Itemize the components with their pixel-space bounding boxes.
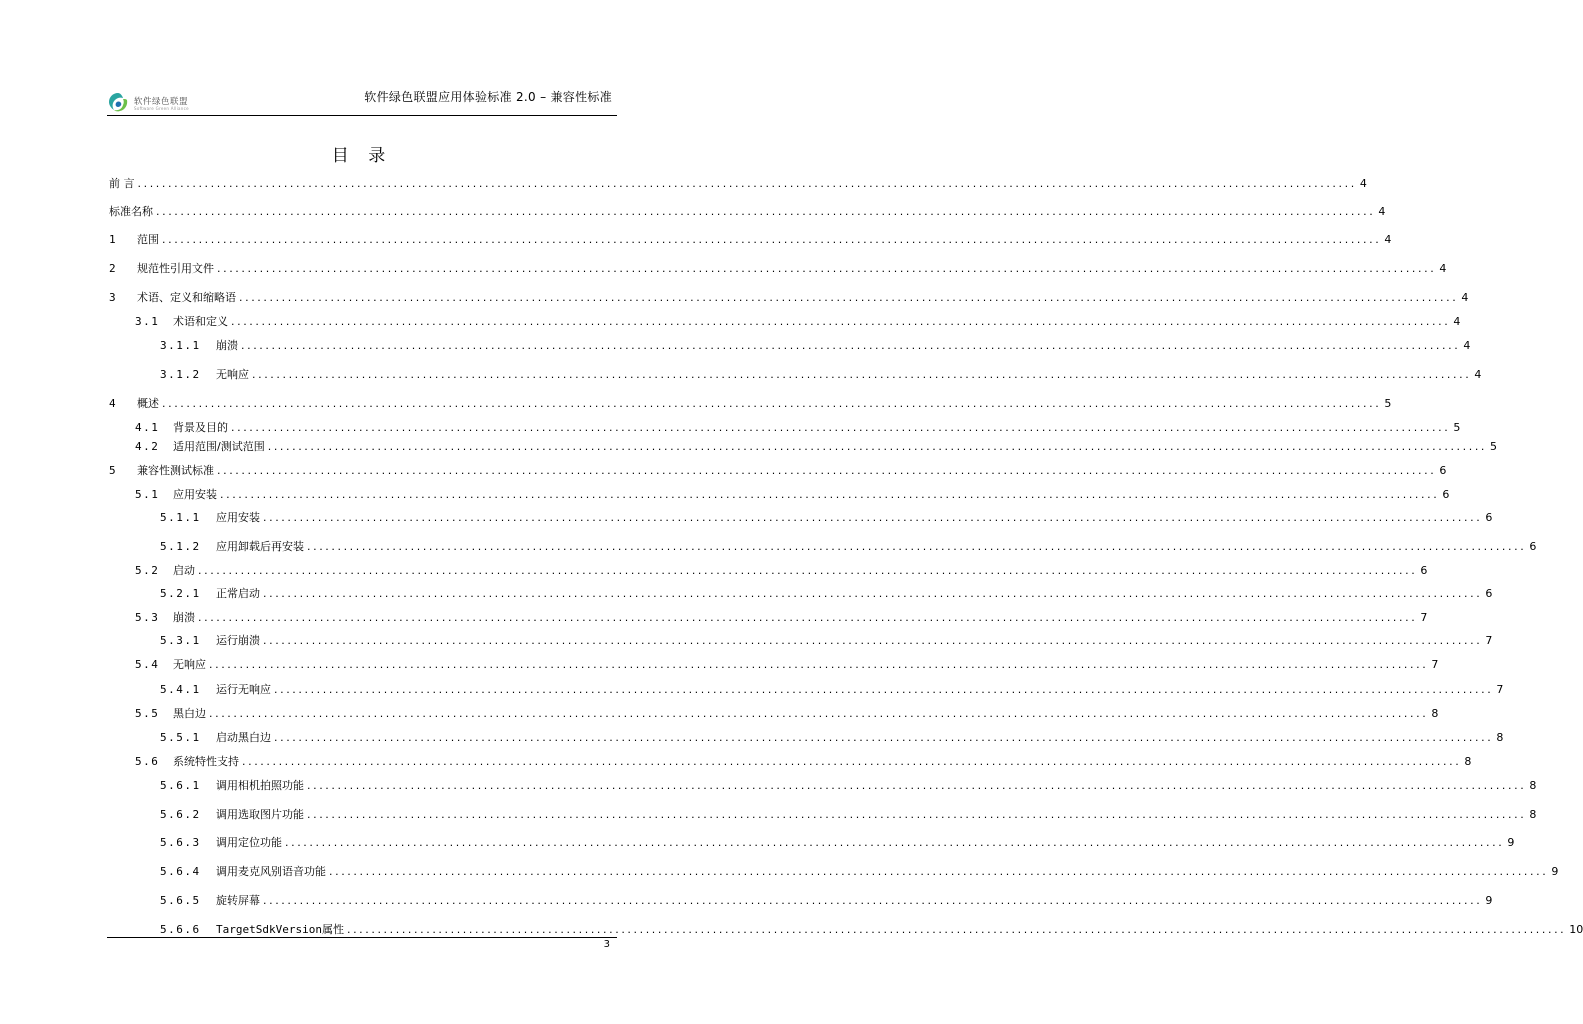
toc-entry-title: 应用卸载后再安装: [216, 540, 304, 553]
toc-entry[interactable]: [109, 205, 1386, 219]
toc-entry[interactable]: [109, 634, 1493, 648]
toc-entry-page: 8: [1496, 731, 1504, 744]
toc-entry[interactable]: [109, 779, 1537, 793]
toc-entry-title: TargetSdkVersion属性: [216, 923, 344, 936]
toc-dot-leader: ........................................................................................................................................................................................................: [263, 511, 1483, 524]
toc-entry-page: 4: [1378, 205, 1386, 218]
toc-entry-page: 8: [1529, 808, 1537, 821]
toc-heading: 目 录: [331, 146, 393, 166]
toc-entry[interactable]: [109, 865, 1559, 879]
toc-entry-number: 4.1: [135, 421, 160, 434]
toc-dot-leader: ........................................................................................................................................................................................................: [263, 894, 1483, 907]
toc-entry-number: 5.4: [135, 658, 160, 671]
toc-dot-leader: ........................................................................................................................................................................................................: [198, 564, 1418, 577]
toc-dot-leader: ........................................................................................................................................................................................................: [239, 291, 1459, 304]
toc-entry[interactable]: [109, 658, 1439, 672]
toc-dot-leader: ........................................................................................................................................................................................................: [162, 233, 1382, 246]
toc-entry-page: 7: [1431, 658, 1439, 671]
toc-entry-page: 7: [1485, 634, 1493, 647]
toc-entry-page: 5: [1490, 440, 1498, 453]
toc-dot-leader: ........................................................................................................................................................................................................: [267, 440, 1488, 453]
toc-entry[interactable]: [109, 731, 1504, 745]
toc-entry-title: 适用范围/测试范围: [173, 440, 265, 453]
toc-entry-number: 5.1: [135, 488, 160, 501]
toc-entry-page: 6: [1439, 464, 1447, 477]
toc-entry-page: 6: [1442, 488, 1450, 501]
toc-entry-number: 5.2: [135, 564, 160, 577]
toc-entry-title: 前 言: [109, 177, 135, 190]
toc-dot-leader: ........................................................................................................................................................................................................: [285, 836, 1505, 849]
toc-dot-leader: ........................................................................................................................................................................................................: [252, 368, 1472, 381]
toc-dot-leader: ........................................................................................................................................................................................................: [274, 731, 1494, 744]
toc-entry-number: 5.6.5: [160, 894, 201, 907]
toc-entry-page: 8: [1529, 779, 1537, 792]
toc-entry-number: 5.6.4: [160, 865, 201, 878]
toc-entry-title: 调用相机拍照功能: [216, 779, 304, 792]
page-number: 3: [603, 939, 610, 950]
toc-dot-leader: ........................................................................................................................................................................................................: [307, 808, 1527, 821]
toc-entry-number: 5.1.2: [160, 540, 201, 553]
toc-entry[interactable]: [109, 511, 1493, 525]
toc-dot-leader: ........................................................................................................................................................................................................: [231, 315, 1451, 328]
toc-entry[interactable]: [109, 315, 1461, 329]
toc-entry[interactable]: [109, 611, 1428, 625]
toc-entry-number: 5.5: [135, 707, 160, 720]
toc-dot-leader: ........................................................................................................................................................................................................: [307, 779, 1527, 792]
toc-entry-page: 7: [1420, 611, 1428, 624]
toc-entry-number: 2: [109, 262, 118, 275]
toc-entry-title: 背景及目的: [173, 421, 228, 434]
toc-entry[interactable]: [109, 397, 1392, 411]
toc-entry-title: 无响应: [216, 368, 249, 381]
toc-entry-title: 调用麦克风别语音功能: [216, 865, 326, 878]
toc-entry-page: 10: [1569, 923, 1583, 936]
toc-entry-page: 6: [1485, 511, 1493, 524]
toc-entry-number: 5.6.6: [160, 923, 201, 936]
toc-entry-title: 系统特性支持: [173, 755, 239, 768]
toc-entry[interactable]: [109, 339, 1471, 353]
toc-entry[interactable]: [109, 262, 1447, 276]
toc-entry-page: 4: [1439, 262, 1447, 275]
toc-entry-page: 9: [1507, 836, 1515, 849]
toc-entry-title: 概述: [137, 397, 159, 410]
toc-dot-leader: ........................................................................................................................................................................................................: [263, 634, 1483, 647]
toc-dot-leader: ........................................................................................................................................................................................................: [307, 540, 1527, 553]
toc-entry-number: 5.3.1: [160, 634, 201, 647]
toc-dot-leader: ........................................................................................................................................................................................................: [156, 205, 1376, 218]
toc-entry-page: 8: [1464, 755, 1472, 768]
toc-entry[interactable]: [109, 368, 1482, 382]
toc-entry-title: 规范性引用文件: [137, 262, 214, 275]
toc-entry-title: 启动: [173, 564, 195, 577]
toc-entry-number: 3.1: [135, 315, 160, 328]
toc-entry-number: 4.2: [135, 440, 160, 453]
toc-entry[interactable]: [109, 707, 1439, 721]
toc-entry-number: 5.6.3: [160, 836, 201, 849]
toc-dot-leader: ........................................................................................................................................................................................................: [242, 755, 1462, 768]
footer-divider: [107, 937, 617, 938]
toc-entry-title: 无响应: [173, 658, 206, 671]
toc-entry-page: 4: [1474, 368, 1482, 381]
toc-entry[interactable]: [109, 464, 1447, 478]
toc-entry-number: 3.1.2: [160, 368, 201, 381]
toc-dot-leader: ........................................................................................................................................................................................................: [241, 339, 1461, 352]
toc-entry-page: 9: [1551, 865, 1559, 878]
toc-entry-title: 应用安装: [173, 488, 217, 501]
toc-entry-title: 黑白边: [173, 707, 206, 720]
toc-entry-page: 6: [1420, 564, 1428, 577]
toc-dot-leader: ........................................................................................................................................................................................................: [220, 488, 1440, 501]
toc-entry-number: 3.1.1: [160, 339, 201, 352]
toc-entry[interactable]: [109, 587, 1493, 601]
toc-entry[interactable]: [109, 894, 1493, 908]
toc-entry[interactable]: [109, 808, 1537, 822]
toc-entry-number: 1: [109, 233, 118, 246]
toc-dot-leader: ........................................................................................................................................................................................................: [346, 923, 1567, 936]
alliance-logo-icon: [107, 91, 129, 113]
toc-entry-number: 4: [109, 397, 118, 410]
toc-entry-title: 术语、定义和缩略语: [137, 291, 236, 304]
toc-dot-leader: ........................................................................................................................................................................................................: [329, 865, 1549, 878]
toc-entry[interactable]: [109, 233, 1392, 247]
toc-entry-page: 4: [1463, 339, 1471, 352]
toc-entry-page: 4: [1384, 233, 1392, 246]
toc-entry[interactable]: [109, 291, 1469, 305]
toc-entry-title: 兼容性测试标准: [137, 464, 214, 477]
toc-entry[interactable]: [109, 440, 1498, 454]
toc-entry-page: 5: [1384, 397, 1392, 410]
toc-entry-number: 5.6.2: [160, 808, 201, 821]
toc-entry-number: 5.6.1: [160, 779, 201, 792]
toc-entry-title: 旋转屏幕: [216, 894, 260, 907]
toc-entry-number: 5.2.1: [160, 587, 201, 600]
toc-entry-title: 标准名称: [109, 205, 153, 218]
toc-entry[interactable]: [109, 177, 1367, 191]
document-header-title: 软件绿色联盟应用体验标准 2.0 – 兼容性标准: [364, 90, 612, 104]
toc-entry-title: 调用选取图片功能: [216, 808, 304, 821]
toc-entry-page: 4: [1359, 177, 1367, 190]
toc-entry[interactable]: [109, 683, 1504, 697]
toc-entry-title: 启动黑白边: [216, 731, 271, 744]
toc-entry[interactable]: [109, 755, 1472, 769]
toc-dot-leader: ........................................................................................................................................................................................................: [162, 397, 1382, 410]
toc-entry-number: 5.6: [135, 755, 160, 768]
toc-dot-leader: ........................................................................................................................................................................................................: [209, 658, 1429, 671]
logo-text: 软件绿色联盟: [134, 97, 189, 107]
toc-entry[interactable]: [109, 564, 1428, 578]
toc-entry-title: 范围: [137, 233, 159, 246]
toc-dot-leader: ........................................................................................................................................................................................................: [137, 177, 1357, 190]
toc-dot-leader: ........................................................................................................................................................................................................: [217, 262, 1437, 275]
toc-entry-title: 正常启动: [216, 587, 260, 600]
toc-entry[interactable]: [109, 488, 1450, 502]
header-divider: [107, 115, 617, 116]
toc-entry-number: 5.1.1: [160, 511, 201, 524]
toc-entry-page: 8: [1431, 707, 1439, 720]
toc-dot-leader: ........................................................................................................................................................................................................: [198, 611, 1418, 624]
toc-dot-leader: ........................................................................................................................................................................................................: [209, 707, 1429, 720]
toc-dot-leader: ........................................................................................................................................................................................................: [231, 421, 1451, 434]
toc-entry-page: 6: [1485, 587, 1493, 600]
toc-entry-number: 5.5.1: [160, 731, 201, 744]
toc-entry-page: 7: [1496, 683, 1504, 696]
toc-entry[interactable]: [109, 421, 1461, 435]
toc-entry-title: 崩溃: [173, 611, 195, 624]
toc-dot-leader: ........................................................................................................................................................................................................: [263, 587, 1483, 600]
toc-entry-title: 应用安装: [216, 511, 260, 524]
toc-entry-title: 运行崩溃: [216, 634, 260, 647]
toc-entry-page: 4: [1453, 315, 1461, 328]
toc-entry-page: 4: [1461, 291, 1469, 304]
toc-entry-number: 5.3: [135, 611, 160, 624]
toc-entry-number: 5.4.1: [160, 683, 201, 696]
toc-entry-page: 6: [1529, 540, 1537, 553]
toc-entry-number: 3: [109, 291, 118, 304]
logo-subtext: Software Green Alliance: [134, 106, 189, 111]
toc-entry-title: 术语和定义: [173, 315, 228, 328]
toc-entry[interactable]: [109, 540, 1537, 554]
toc-entry[interactable]: [109, 923, 1583, 937]
toc-entry-title: 运行无响应: [216, 683, 271, 696]
toc-entry[interactable]: [109, 836, 1515, 850]
toc-entry-title: 调用定位功能: [216, 836, 282, 849]
toc-dot-leader: ........................................................................................................................................................................................................: [217, 464, 1437, 477]
toc-entry-number: 5: [109, 464, 118, 477]
toc-entry-page: 5: [1453, 421, 1461, 434]
toc-entry-title: 崩溃: [216, 339, 238, 352]
toc-entry-page: 9: [1485, 894, 1493, 907]
toc-dot-leader: ........................................................................................................................................................................................................: [274, 683, 1494, 696]
